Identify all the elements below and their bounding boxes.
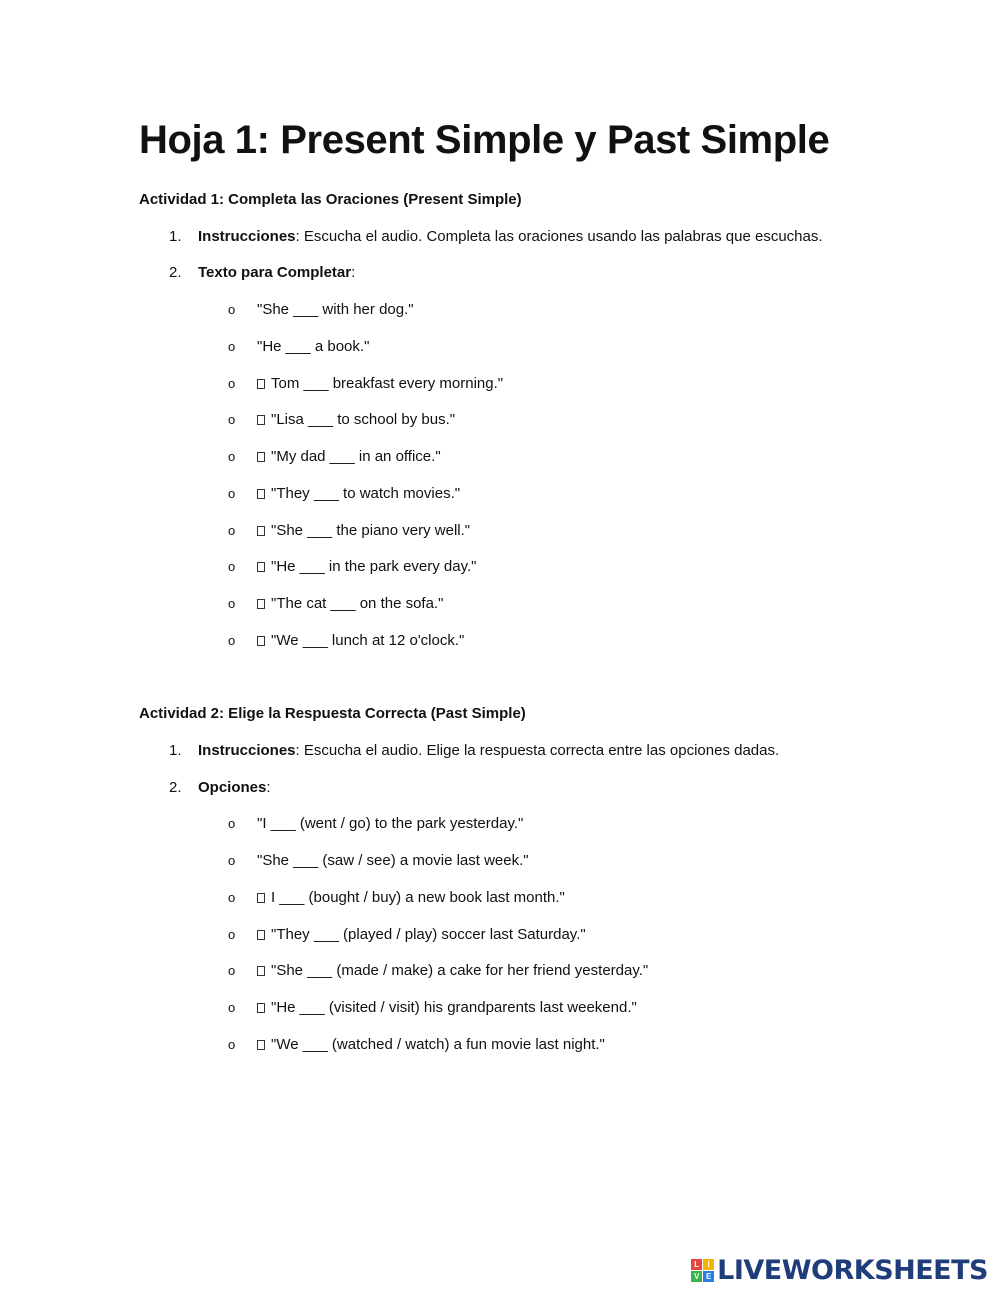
activity1-sentence: o "She ___ the piano very well." [228,522,471,539]
activity2-options-label: 2. Opciones: [169,779,271,796]
activity1-sentence: o "He ___ a book." [228,338,370,355]
activity1-sentence: o "Lisa ___ to school by bus." [228,411,456,428]
activity1-instructions: 1. Instrucciones: Escucha el audio. Completa las oraciones usando las palabras que escuchas. [169,228,823,245]
activity1-heading: Actividad 1: Completa las Oraciones (Present Simple) [139,191,522,208]
missing-glyph-icon [257,599,265,609]
missing-glyph-icon [257,379,265,389]
missing-glyph-icon [257,1040,265,1050]
activity1-sentence: o "They ___ to watch movies." [228,485,461,502]
liveworksheets-logo [691,1255,988,1285]
missing-glyph-icon [257,636,265,646]
missing-glyph-icon [257,930,265,940]
missing-glyph-icon [257,966,265,976]
missing-glyph-icon [257,489,265,499]
activity1-sentence: o Tom ___ breakfast every morning." [228,375,504,392]
missing-glyph-icon [257,452,265,462]
activity2-sentence: o "She ___ (saw / see) a movie last week." [228,852,529,869]
missing-glyph-icon [257,526,265,536]
activity1-sentence: o "The cat ___ on the sofa." [228,595,444,612]
logo-text: LIVEWORKSHEETS [717,1254,988,1286]
activity1-sentence: o "My dad ___ in an office." [228,448,441,465]
activity2-heading: Actividad 2: Elige la Respuesta Correcta (Past Simple) [139,705,526,722]
activity1-sentence: o "We ___ lunch at 12 o'clock." [228,632,465,649]
missing-glyph-icon [257,1003,265,1013]
missing-glyph-icon [257,562,265,572]
activity2-sentence: o "They ___ (played / play) soccer last Saturday." [228,926,586,943]
missing-glyph-icon [257,893,265,903]
liveworksheets-logo-icon: L I V E [691,1259,714,1282]
activity1-text-label: 2. Texto para Completar: [169,264,356,281]
activity2-sentence: o "He ___ (visited / visit) his grandparents last weekend." [228,999,637,1016]
activity1-sentence: o "He ___ in the park every day." [228,558,477,575]
missing-glyph-icon [257,415,265,425]
activity2-instructions: 1. Instrucciones: Escucha el audio. Elige la respuesta correcta entre las opciones dadas. [169,742,780,759]
activity2-sentence: o I ___ (bought / buy) a new book last month." [228,889,565,906]
activity2-sentence: o "I ___ (went / go) to the park yesterday." [228,815,524,832]
activity1-sentence: o "She ___ with her dog." [228,301,414,318]
activity2-sentence: o "We ___ (watched / watch) a fun movie last night." [228,1036,605,1053]
activity2-sentence: o "She ___ (made / make) a cake for her friend yesterday." [228,962,649,979]
page-title: Hoja 1: Present Simple y Past Simple [139,118,830,162]
